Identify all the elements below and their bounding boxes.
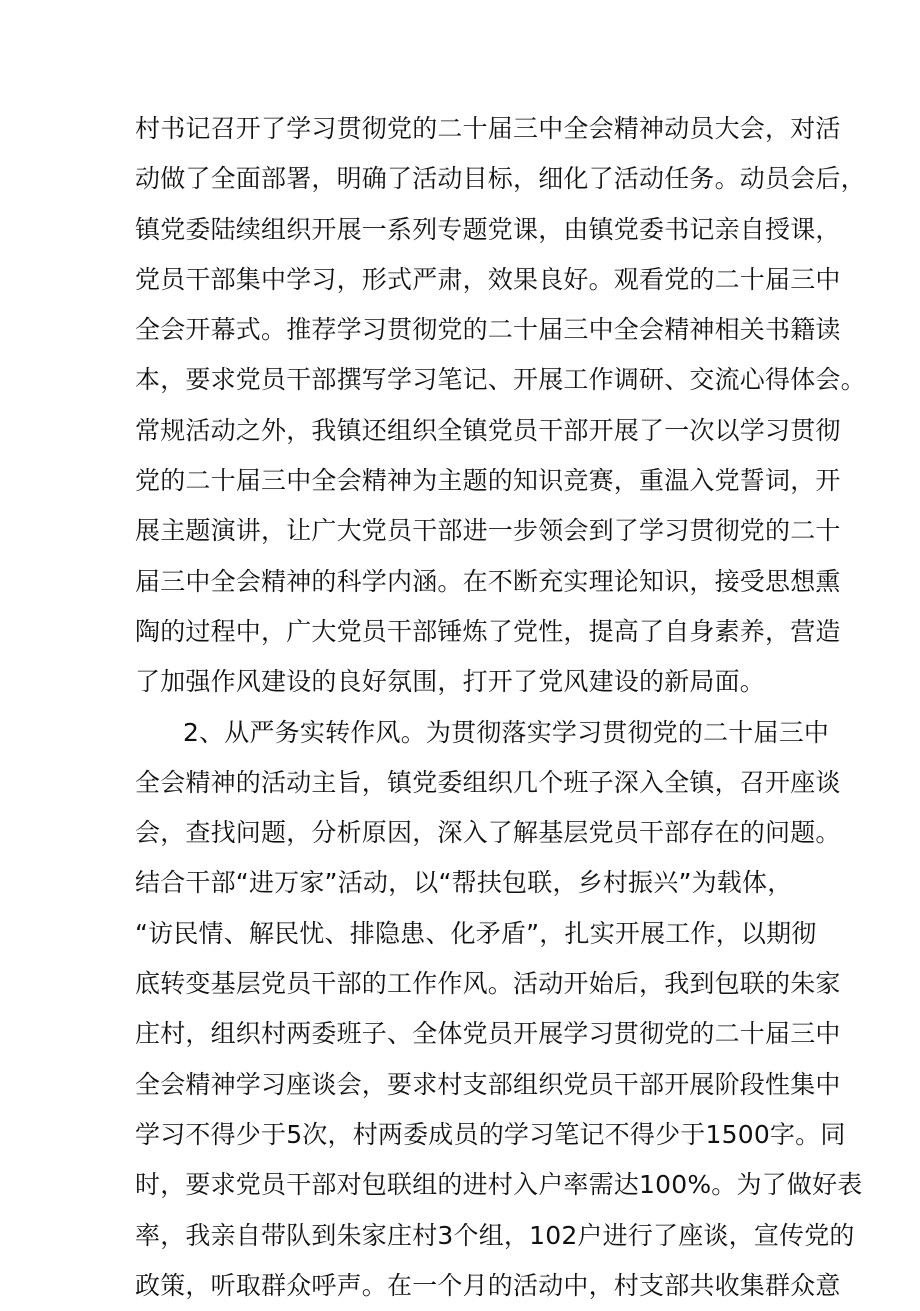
text-line: 常规活动之外，我镇还组织全镇党员干部开展了一次以学习贯彻	[135, 415, 841, 445]
text-line: 全会精神学习座谈会，要求村支部组织党员干部开展阶段性集中	[135, 1069, 841, 1099]
text-line: 党员干部集中学习，形式严肃，效果良好。观看党的二十届三中	[135, 264, 841, 294]
text-line: “访民情、解民忧、排隐患、化矛盾”，扎实开展工作，以期彻	[135, 918, 817, 948]
text-line: 庄村，组织村两委班子、全体党员开展学习贯彻党的二十届三中	[135, 1019, 841, 1049]
text-line: 动做了全面部署，明确了活动目标，细化了活动任务。动员会后，	[135, 164, 866, 194]
text-line: 镇党委陆续组织开展一系列专题党课，由镇党委书记亲自授课，	[135, 214, 841, 244]
text-line: 村书记召开了学习贯彻党的二十届三中全会精神动员大会，对活	[135, 114, 841, 143]
text-line: 率，我亲自带队到朱家庄村3个组，102户进行了座谈，宣传党的	[135, 1220, 855, 1250]
section-heading-line: 2、从严务实转作风。为贯彻落实学习贯彻党的二十届三中	[183, 717, 830, 747]
body-text	[135, 104, 866, 1311]
text-line: 陶的过程中，广大党员干部锤炼了党性，提高了自身素养，营造	[135, 616, 841, 646]
text-line: 届三中全会精神的科学内涵。在不断充实理论知识，接受思想熏	[135, 566, 841, 596]
text-line: 学习不得少于5次，村两委成员的学习笔记不得少于1500字。同	[135, 1119, 846, 1149]
text-line: 党的二十届三中全会精神为主题的知识竞赛，重温入党誓词，开	[135, 466, 841, 496]
text-line: 时，要求党员干部对包联组的进村入户率需达100%。为了做好表	[135, 1170, 863, 1200]
text-line: 了加强作风建设的良好氛围，打开了党风建设的新局面。	[135, 667, 766, 697]
text-line: 结合干部“进万家”活动，以“帮扶包联，乡村振兴”为载体，	[135, 868, 793, 898]
text-line: 政策，听取群众呼声。在一个月的活动中，村支部共收集群众意	[135, 1270, 841, 1300]
text-line: 本，要求党员干部撰写学习笔记、开展工作调研、交流心得体会。	[135, 365, 866, 395]
text-line: 展主题演讲，让广大党员干部进一步领会到了学习贯彻党的二十	[135, 516, 841, 546]
text-line: 全会开幕式。推荐学习贯彻党的二十届三中全会精神相关书籍读	[135, 315, 841, 345]
text-line: 会，查找问题，分析原因，深入了解基层党员干部存在的问题。	[135, 818, 841, 848]
text-line: 底转变基层党员干部的工作作风。活动开始后，我到包联的朱家	[135, 969, 841, 999]
text-line: 全会精神的活动主旨，镇党委组织几个班子深入全镇，召开座谈	[135, 767, 841, 797]
